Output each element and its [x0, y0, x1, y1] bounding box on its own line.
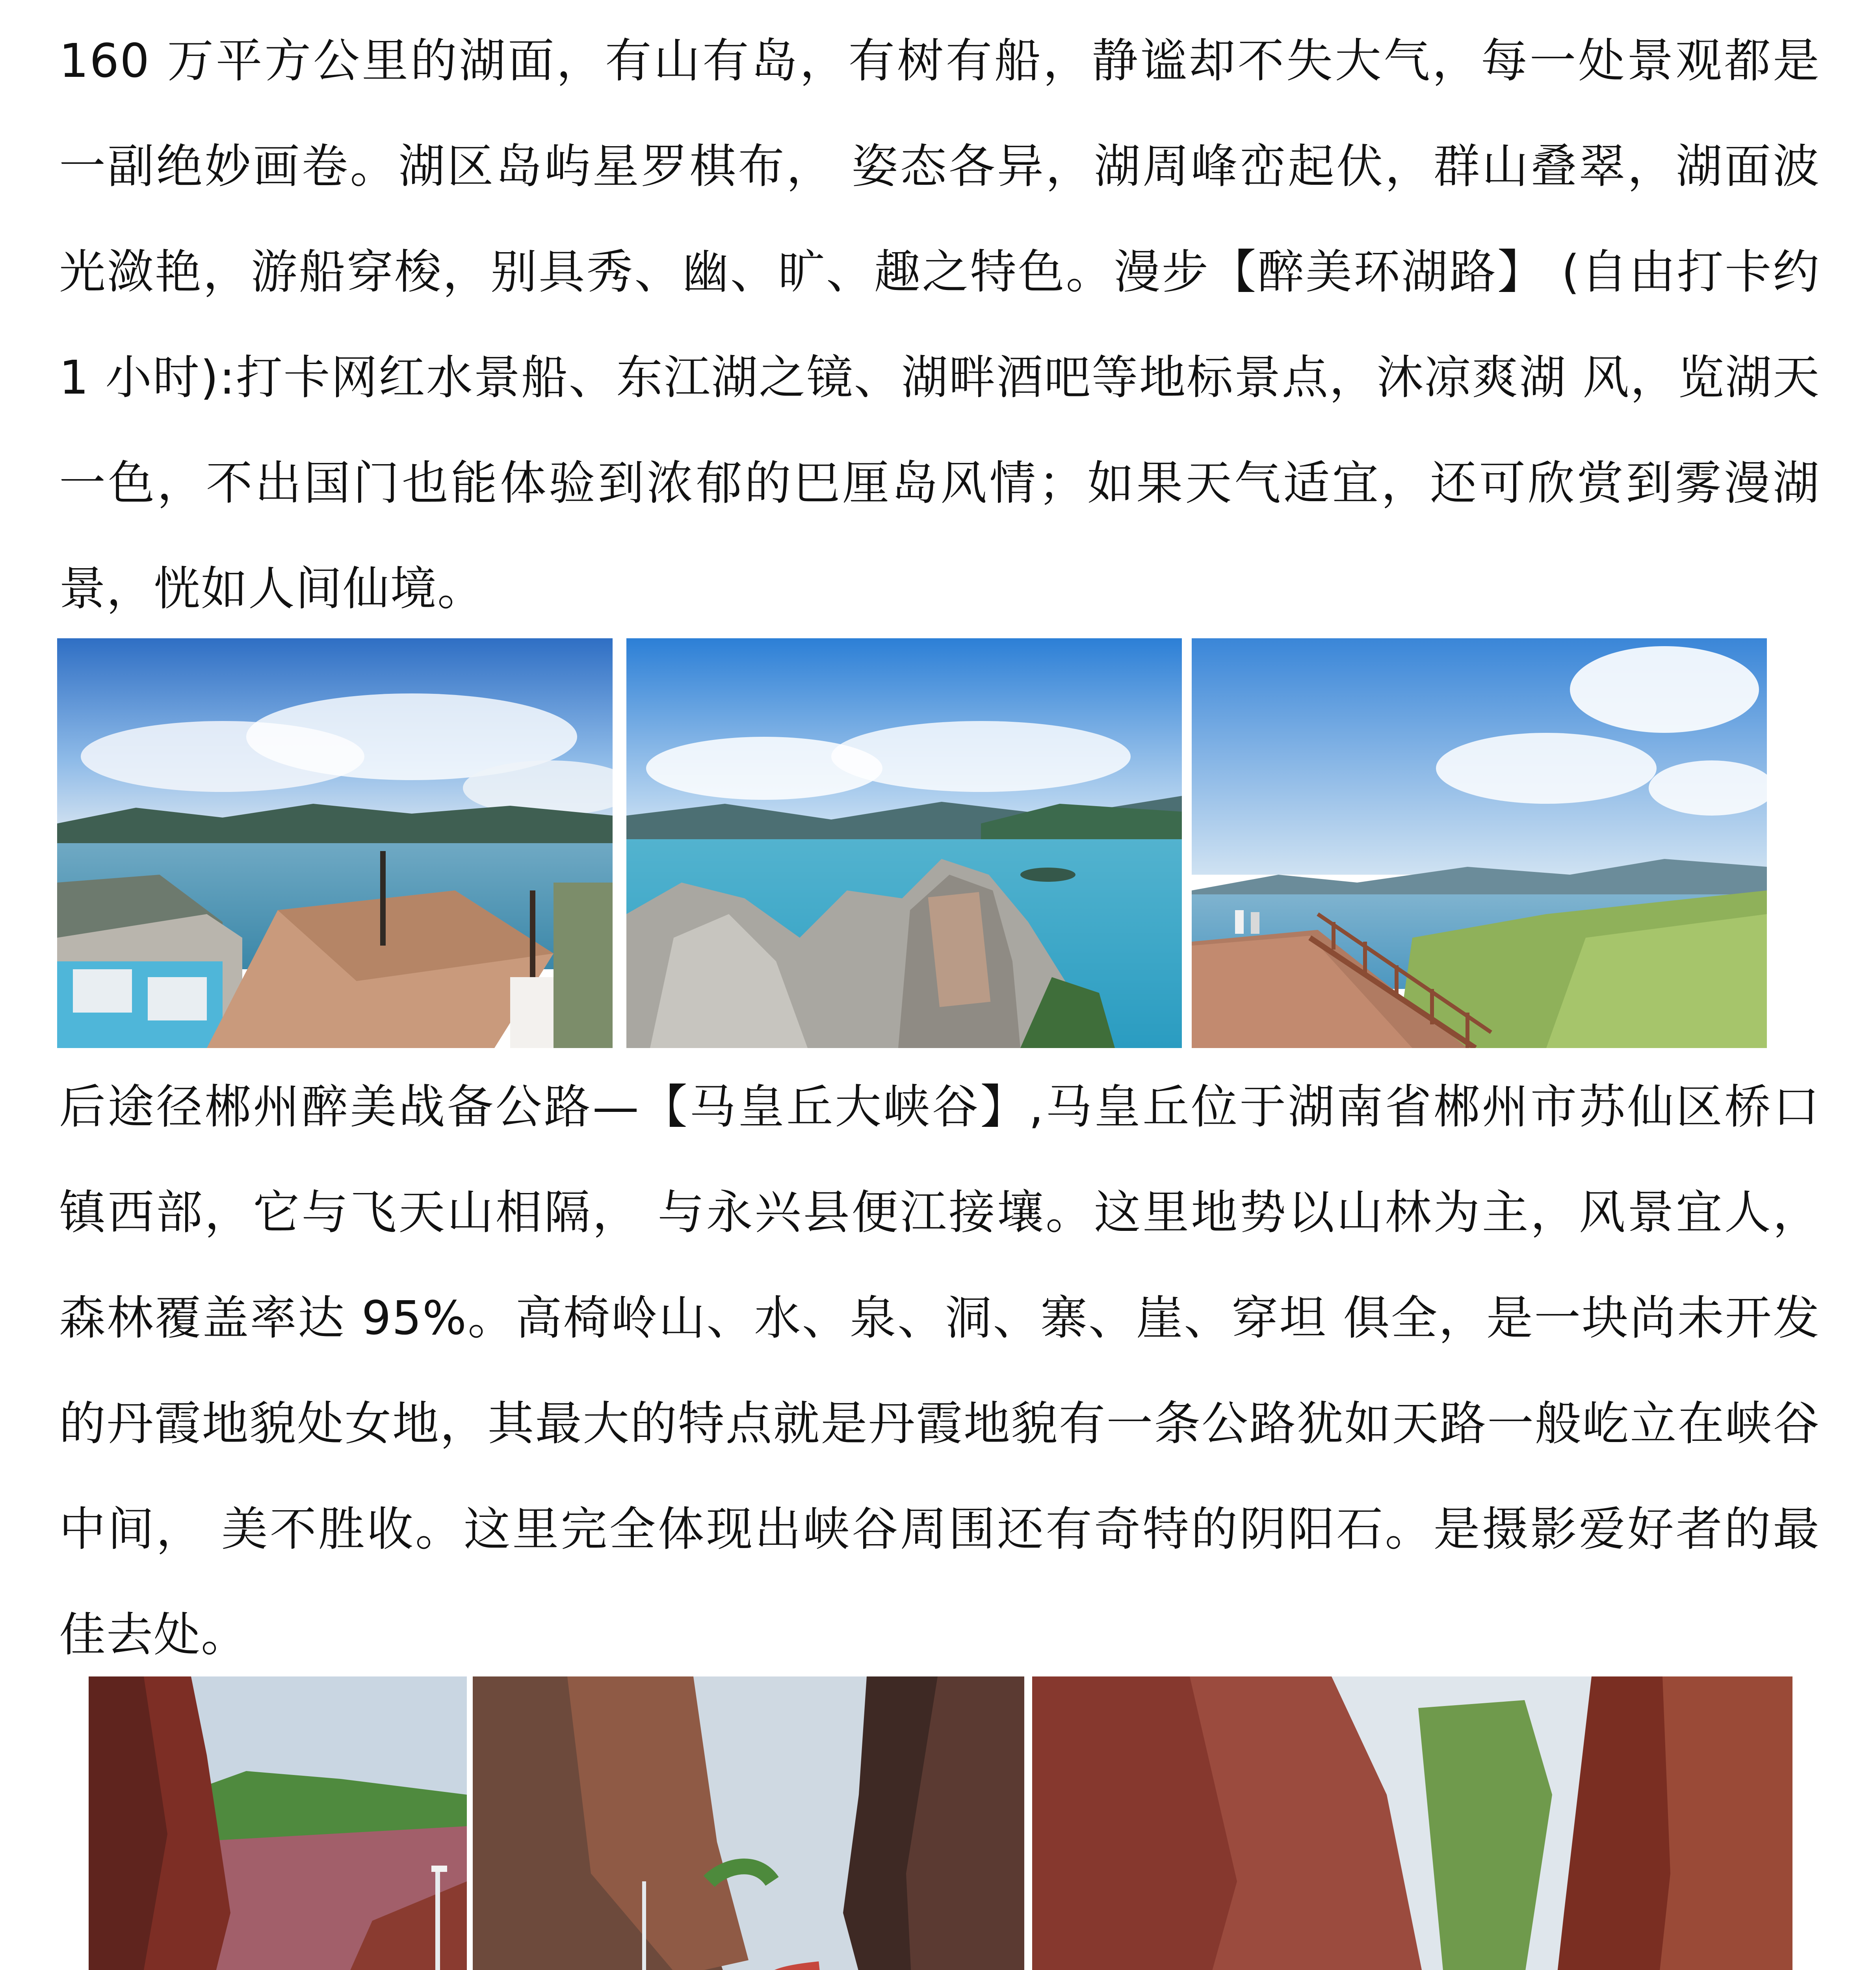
canyon-photo-row — [0, 1676, 1876, 1970]
lake-boardwalk-photo — [1192, 638, 1767, 1048]
lake-rock-photo — [626, 638, 1182, 1048]
lake-terrace-photo — [57, 638, 613, 1048]
paragraph-lake-description: 160 万平方公里的湖面，有山有岛，有树有船，静谧却不失大气，每一处景观都是一副绝妙画卷。湖区岛屿星罗棋布， 姿态各异，湖周峰峦起伏，群山叠翠，湖面波光潋艳，游船穿梭，别具秀、幽、旷、趣之特色。漫步【醉美环湖路】 (自由打卡约 1 小时):打卡网红水景船、东江湖之镜、湖畔酒吧等地标景点，沐凉爽湖 风，览湖天一色，不出国门也能体验到浓郁的巴厘岛风情；如果天气适宜，还可欣赏到雾漫湖景，恍如人间仙境。 — [59, 33, 1820, 616]
lake-photo-row — [0, 638, 1876, 1048]
canyon-road-photo-1 — [89, 1676, 467, 1970]
paragraph-canyon-description: 后途径郴州醉美战备公路—【马皇丘大峡谷】,马皇丘位于湖南省郴州市苏仙区桥口镇西部，它与飞天山相隔， 与永兴县便江接壤。这里地势以山林为主，风景宜人，森林覆盖率达 95%。高椅岭山、水、泉、洞、寨、崖、穿坦 俱全，是一块尚未开发的丹霞地貌处女地，其最大的特点就是丹霞地貌有一条公路犹如天路一般屹立在峡谷中间， 美不胜收。这里完全体现出峡谷周围还有奇特的阴阳石。是摄影爱好者的最佳去处。 — [59, 1080, 1820, 1662]
canyon-road-photo-2 — [473, 1676, 1024, 1970]
canyon-road-photo-3 — [1032, 1676, 1792, 1970]
